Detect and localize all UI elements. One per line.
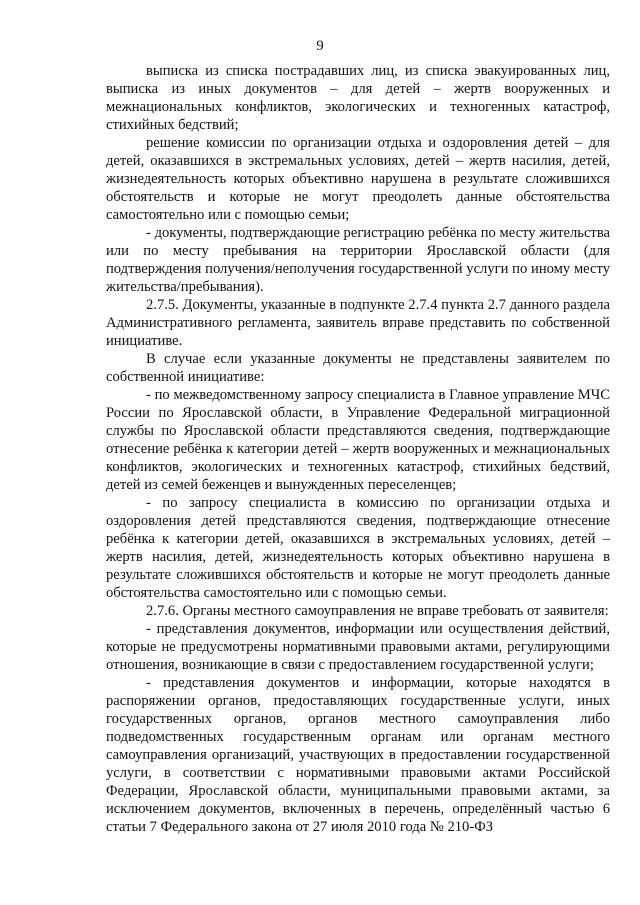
paragraph-registration-documents: - документы, подтверждающие регистрацию ребёнка по месту жительства или по месту пребывания на территории Ярославской области (для подтверждения получения/неполучения государственной услуги по иному месту жительства/пребывания). bbox=[106, 225, 610, 295]
paragraph-commission-decision: решение комиссии по организации отдыха и оздоровления детей – для детей, оказавшихся в экстремальных условиях, детей – жертв насилия, детей, жизнедеятельность которых объективно нарушена в результате сложившихся обстоятельств и которые не могут преодолеть данные обстоятельства самостоятельно или с помощью семьи; bbox=[106, 135, 610, 223]
paragraph-not-required-actions: - представления документов, информации или осуществления действий, которые не предусмотрены нормативными правовыми актами, регулирующими отношения, возникающие в связи с предоставлением государственной услуги; bbox=[106, 621, 610, 673]
paragraph-2-7-5: 2.7.5. Документы, указанные в подпункте 2.7.4 пункта 2.7 данного раздела Административного регламента, заявитель вправе представить по собственной инициативе. bbox=[106, 297, 610, 349]
paragraph-2-7-6: 2.7.6. Органы местного самоуправления не вправе требовать от заявителя: bbox=[146, 603, 609, 619]
page-number: 9 bbox=[316, 38, 324, 54]
paragraph-interagency-request: - по межведомственному запросу специалиста в Главное управление МЧС России по Ярославской области, в Управление Федеральной миграционной службы по Ярославской области представляются сведения, подтверждающие отнесение ребёнка к категории детей – жертв вооруженных и межнациональных конфликтов, экологических и техногенных катастроф, стихийных бедствий, детей из семей беженцев и вынужденных переселенцев; bbox=[106, 387, 610, 493]
paragraph-extract-list: выписка из списка пострадавших лиц, из списка эвакуированных лиц, выписка из иных документов – для детей – жертв вооруженных и межнациональных конфликтов, экологических и техногенных катастроф, стихийных бедствий; bbox=[106, 63, 610, 133]
paragraph-if-not-submitted: В случае если указанные документы не представлены заявителем по собственной инициативе: bbox=[106, 351, 610, 385]
document-body bbox=[106, 62, 610, 836]
paragraph-not-required-documents: - представления документов и информации, которые находятся в распоряжении органов, предоставляющих государственные услуги, иных государственных органов, органов местного самоуправления либо подведомственных государственным органам или органам местного самоуправления организаций, участвующих в предоставлении государственной услуги, в соответствии с нормативными правовыми актами Российской Федерации, Ярославской области, муниципальными правовыми актами, за исключением документов, включенных в перечень, определённый частью 6 статьи 7 Федерального закона от 27 июля 2010 года № 210-ФЗ bbox=[106, 675, 610, 835]
paragraph-commission-request: - по запросу специалиста в комиссию по организации отдыха и оздоровления детей представляются сведения, подтверждающие отнесение ребёнка к категории детей, оказавшихся в экстремальных условиях, детей – жертв насилия, детей, жизнедеятельность которых объективно нарушена в результате сложившихся обстоятельств и которые не могут преодолеть данные обстоятельства самостоятельно или с помощью семьи. bbox=[106, 495, 610, 601]
